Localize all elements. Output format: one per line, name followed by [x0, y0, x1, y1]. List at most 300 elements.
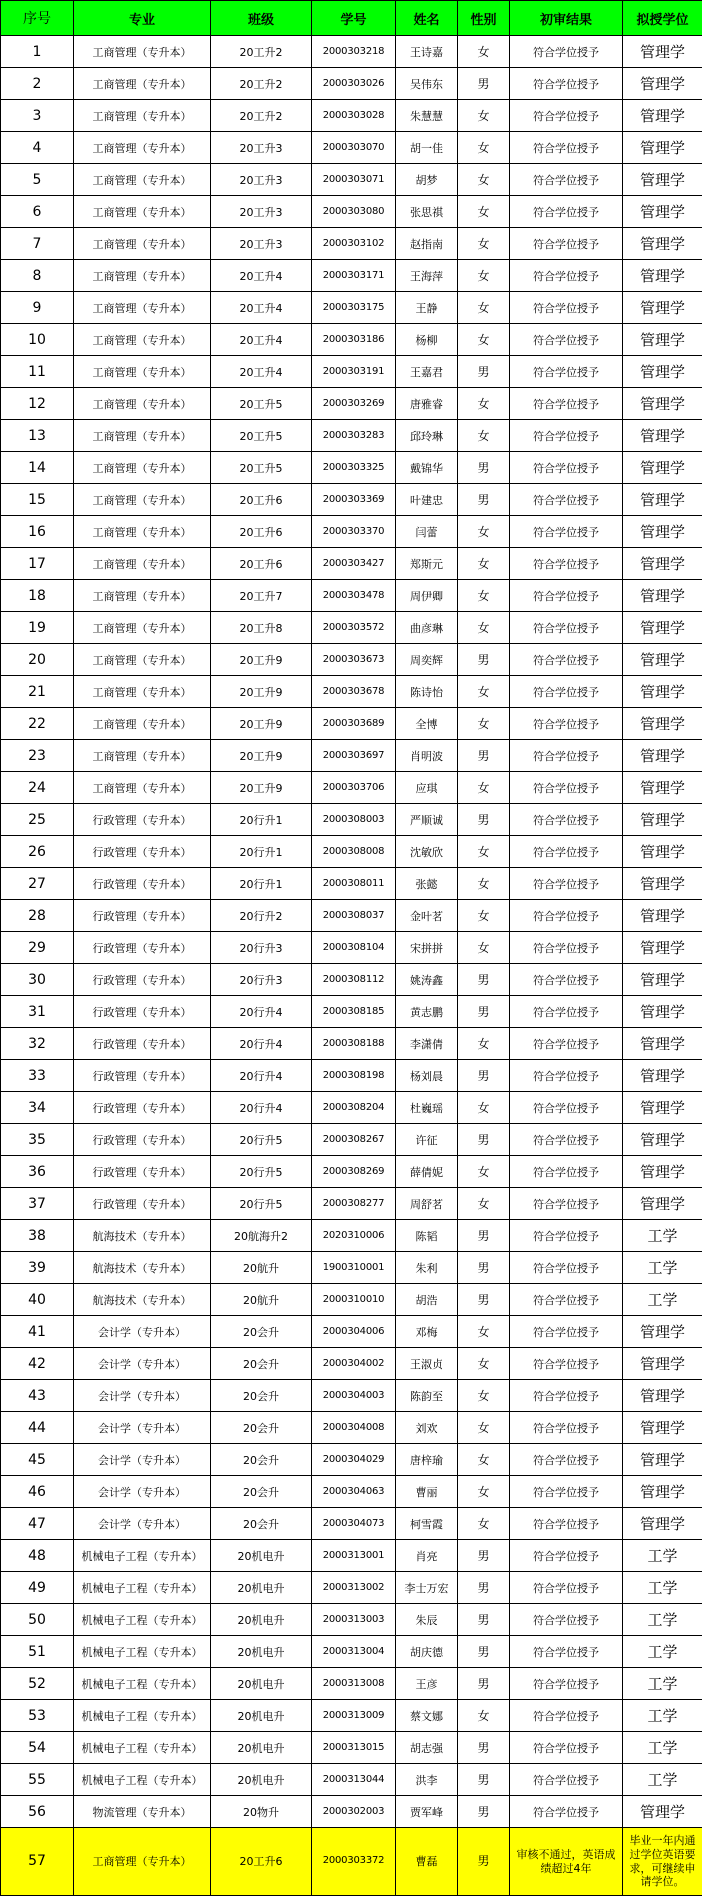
cell-proposed-degree: 管理学 — [623, 900, 702, 932]
cell-name: 杨柳 — [396, 324, 458, 356]
cell-major: 机械电子工程（专升本） — [74, 1700, 211, 1732]
cell-major: 工商管理（专升本） — [74, 612, 211, 644]
table-row — [1, 324, 702, 356]
cell-name: 陈韬 — [396, 1220, 458, 1252]
cell-student-id: 2000303478 — [312, 580, 396, 612]
cell-student-id: 2000303171 — [312, 260, 396, 292]
table-row — [1, 836, 702, 868]
cell-name: 洪李 — [396, 1764, 458, 1796]
cell-class: 20工升3 — [211, 228, 312, 260]
cell-review-result: 符合学位授予 — [510, 644, 623, 676]
table-row — [1, 932, 702, 964]
cell-student-id: 2000303689 — [312, 708, 396, 740]
cell-proposed-degree: 管理学 — [623, 708, 702, 740]
cell-class: 20会升 — [211, 1316, 312, 1348]
cell-review-result: 符合学位授予 — [510, 196, 623, 228]
cell-student-id: 2000303026 — [312, 68, 396, 100]
table-row — [1, 772, 702, 804]
cell-student-id: 2000304073 — [312, 1508, 396, 1540]
cell-major: 行政管理（专升本） — [74, 1092, 211, 1124]
cell-proposed-degree: 管理学 — [623, 356, 702, 388]
cell-gender: 女 — [458, 292, 510, 324]
cell-review-result: 符合学位授予 — [510, 164, 623, 196]
cell-proposed-degree: 管理学 — [623, 1508, 702, 1540]
cell-proposed-degree: 工学 — [623, 1764, 702, 1796]
table-row — [1, 1764, 702, 1796]
cell-review-result: 符合学位授予 — [510, 1348, 623, 1380]
header-row — [1, 1, 702, 36]
cell-proposed-degree: 管理学 — [623, 580, 702, 612]
cell-review-result: 符合学位授予 — [510, 388, 623, 420]
cell-review-result: 符合学位授予 — [510, 1380, 623, 1412]
cell-proposed-degree: 管理学 — [623, 452, 702, 484]
cell-review-result: 符合学位授予 — [510, 1252, 623, 1284]
cell-gender: 女 — [458, 708, 510, 740]
cell-review-result: 符合学位授予 — [510, 548, 623, 580]
cell-student-id: 2000303269 — [312, 388, 396, 420]
cell-serial-no: 18 — [1, 580, 74, 612]
cell-class: 20机电升 — [211, 1540, 312, 1572]
table-row — [1, 708, 702, 740]
cell-student-id: 2000313002 — [312, 1572, 396, 1604]
cell-gender: 男 — [458, 740, 510, 772]
cell-review-result: 符合学位授予 — [510, 804, 623, 836]
cell-serial-no: 37 — [1, 1188, 74, 1220]
cell-class: 20行升1 — [211, 836, 312, 868]
cell-class: 20会升 — [211, 1412, 312, 1444]
cell-review-result: 符合学位授予 — [510, 420, 623, 452]
cell-major: 会计学（专升本） — [74, 1348, 211, 1380]
cell-name: 黄志鹏 — [396, 996, 458, 1028]
table-row — [1, 36, 702, 68]
cell-gender: 男 — [458, 1764, 510, 1796]
cell-review-result: 符合学位授予 — [510, 932, 623, 964]
cell-proposed-degree: 管理学 — [623, 68, 702, 100]
cell-name: 张懿 — [396, 868, 458, 900]
cell-name: 唐梓瑜 — [396, 1444, 458, 1476]
cell-proposed-degree: 管理学 — [623, 132, 702, 164]
cell-proposed-degree: 管理学 — [623, 804, 702, 836]
cell-major: 行政管理（专升本） — [74, 1156, 211, 1188]
cell-review-result: 符合学位授予 — [510, 1540, 623, 1572]
cell-review-result: 符合学位授予 — [510, 68, 623, 100]
cell-major: 航海技术（专升本） — [74, 1220, 211, 1252]
cell-class: 20工升6 — [211, 516, 312, 548]
cell-class: 20行升5 — [211, 1124, 312, 1156]
cell-student-id: 2000308112 — [312, 964, 396, 996]
header-name: 姓名 — [396, 1, 458, 36]
cell-proposed-degree: 管理学 — [623, 1380, 702, 1412]
cell-major: 工商管理（专升本） — [74, 420, 211, 452]
cell-review-result: 符合学位授予 — [510, 1604, 623, 1636]
cell-proposed-degree: 工学 — [623, 1220, 702, 1252]
cell-review-result: 符合学位授予 — [510, 1764, 623, 1796]
cell-gender: 男 — [458, 1060, 510, 1092]
cell-serial-no: 32 — [1, 1028, 74, 1060]
table-row — [1, 68, 702, 100]
cell-serial-no: 41 — [1, 1316, 74, 1348]
cell-class: 20机电升 — [211, 1572, 312, 1604]
cell-serial-no: 5 — [1, 164, 74, 196]
cell-review-result: 符合学位授予 — [510, 1156, 623, 1188]
cell-major: 会计学（专升本） — [74, 1412, 211, 1444]
table-row — [1, 452, 702, 484]
cell-proposed-degree: 管理学 — [623, 1476, 702, 1508]
cell-gender: 男 — [458, 1732, 510, 1764]
cell-gender: 女 — [458, 388, 510, 420]
cell-major: 行政管理（专升本） — [74, 1124, 211, 1156]
table-row — [1, 804, 702, 836]
cell-gender: 女 — [458, 772, 510, 804]
table-row — [1, 1092, 702, 1124]
cell-name: 肖亮 — [396, 1540, 458, 1572]
cell-proposed-degree: 管理学 — [623, 1188, 702, 1220]
cell-class: 20工升9 — [211, 772, 312, 804]
cell-gender: 女 — [458, 548, 510, 580]
cell-name: 胡志强 — [396, 1732, 458, 1764]
cell-serial-no: 2 — [1, 68, 74, 100]
cell-student-id: 2000304029 — [312, 1444, 396, 1476]
cell-name: 王诗嘉 — [396, 36, 458, 68]
table-row — [1, 1060, 702, 1092]
cell-serial-no: 52 — [1, 1668, 74, 1700]
cell-review-result: 符合学位授予 — [510, 516, 623, 548]
cell-class: 20会升 — [211, 1348, 312, 1380]
cell-student-id: 2000303175 — [312, 292, 396, 324]
header-student-id: 学号 — [312, 1, 396, 36]
cell-review-result: 符合学位授予 — [510, 1700, 623, 1732]
cell-class: 20行升4 — [211, 1060, 312, 1092]
cell-name: 胡梦 — [396, 164, 458, 196]
cell-major: 行政管理（专升本） — [74, 804, 211, 836]
cell-proposed-degree: 工学 — [623, 1732, 702, 1764]
cell-proposed-degree: 管理学 — [623, 548, 702, 580]
cell-gender: 女 — [458, 1476, 510, 1508]
cell-proposed-degree: 工学 — [623, 1284, 702, 1316]
cell-major: 工商管理（专升本） — [74, 516, 211, 548]
table-row — [1, 1380, 702, 1412]
cell-gender: 女 — [458, 228, 510, 260]
cell-gender: 女 — [458, 516, 510, 548]
cell-class: 20工升4 — [211, 356, 312, 388]
cell-major: 机械电子工程（专升本） — [74, 1636, 211, 1668]
table-row — [1, 580, 702, 612]
cell-student-id: 2000308198 — [312, 1060, 396, 1092]
cell-serial-no: 38 — [1, 1220, 74, 1252]
cell-student-id: 2000304006 — [312, 1316, 396, 1348]
cell-class: 20机电升 — [211, 1668, 312, 1700]
table-row — [1, 1668, 702, 1700]
cell-proposed-degree: 工学 — [623, 1636, 702, 1668]
cell-class: 20工升4 — [211, 292, 312, 324]
cell-review-result: 符合学位授予 — [510, 1572, 623, 1604]
cell-name: 杜巍瑶 — [396, 1092, 458, 1124]
cell-major: 行政管理（专升本） — [74, 996, 211, 1028]
table-row — [1, 100, 702, 132]
cell-serial-no: 40 — [1, 1284, 74, 1316]
table-row — [1, 260, 702, 292]
cell-student-id: 2000313003 — [312, 1604, 396, 1636]
cell-gender: 男 — [458, 452, 510, 484]
cell-class: 20航海升2 — [211, 1220, 312, 1252]
cell-class: 20工升5 — [211, 388, 312, 420]
cell-name: 陈韵至 — [396, 1380, 458, 1412]
table-row — [1, 1284, 702, 1316]
cell-serial-no: 14 — [1, 452, 74, 484]
cell-major: 航海技术（专升本） — [74, 1284, 211, 1316]
table-row — [1, 516, 702, 548]
cell-major: 行政管理（专升本） — [74, 1060, 211, 1092]
cell-class: 20机电升 — [211, 1700, 312, 1732]
cell-serial-no: 56 — [1, 1796, 74, 1828]
cell-serial-no: 10 — [1, 324, 74, 356]
cell-student-id: 2000308104 — [312, 932, 396, 964]
cell-review-result: 符合学位授予 — [510, 1028, 623, 1060]
cell-proposed-degree: 管理学 — [623, 1156, 702, 1188]
cell-gender: 男 — [458, 964, 510, 996]
cell-student-id: 2000313004 — [312, 1636, 396, 1668]
cell-name: 吴伟东 — [396, 68, 458, 100]
cell-review-result: 符合学位授予 — [510, 1092, 623, 1124]
cell-student-id: 2000303191 — [312, 356, 396, 388]
cell-name: 薛倩妮 — [396, 1156, 458, 1188]
cell-student-id: 2020310006 — [312, 1220, 396, 1252]
table-row — [1, 1508, 702, 1540]
table-row — [1, 644, 702, 676]
cell-proposed-degree: 管理学 — [623, 100, 702, 132]
cell-proposed-degree: 管理学 — [623, 1060, 702, 1092]
table-row — [1, 612, 702, 644]
cell-proposed-degree: 管理学 — [623, 324, 702, 356]
cell-student-id: 1900310001 — [312, 1252, 396, 1284]
cell-proposed-degree: 管理学 — [623, 388, 702, 420]
cell-proposed-degree: 管理学 — [623, 292, 702, 324]
cell-gender: 女 — [458, 1092, 510, 1124]
cell-name: 邱玲琳 — [396, 420, 458, 452]
cell-gender: 女 — [458, 420, 510, 452]
cell-gender: 男 — [458, 1540, 510, 1572]
cell-name: 王静 — [396, 292, 458, 324]
cell-gender: 女 — [458, 36, 510, 68]
cell-name: 戴锦华 — [396, 452, 458, 484]
table-row — [1, 1028, 702, 1060]
cell-review-result: 符合学位授予 — [510, 1316, 623, 1348]
cell-name: 赵指南 — [396, 228, 458, 260]
cell-review-result: 符合学位授予 — [510, 1284, 623, 1316]
header-proposed-degree: 拟授学位 — [623, 1, 702, 36]
cell-serial-no: 50 — [1, 1604, 74, 1636]
cell-major: 行政管理（专升本） — [74, 900, 211, 932]
cell-serial-no: 28 — [1, 900, 74, 932]
table-row — [1, 1476, 702, 1508]
cell-serial-no: 9 — [1, 292, 74, 324]
cell-name: 王嘉君 — [396, 356, 458, 388]
table-row — [1, 132, 702, 164]
cell-serial-no: 20 — [1, 644, 74, 676]
table-row — [1, 1220, 702, 1252]
cell-major: 工商管理（专升本） — [74, 100, 211, 132]
cell-student-id: 2000308011 — [312, 868, 396, 900]
cell-serial-no: 33 — [1, 1060, 74, 1092]
cell-class: 20行升4 — [211, 1092, 312, 1124]
cell-class: 20会升 — [211, 1508, 312, 1540]
cell-name: 周舒茗 — [396, 1188, 458, 1220]
cell-review-result: 符合学位授予 — [510, 1220, 623, 1252]
cell-review-result: 符合学位授予 — [510, 100, 623, 132]
cell-gender: 男 — [458, 356, 510, 388]
cell-name: 王海萍 — [396, 260, 458, 292]
cell-major: 工商管理（专升本） — [74, 356, 211, 388]
cell-gender: 女 — [458, 1348, 510, 1380]
cell-serial-no: 6 — [1, 196, 74, 228]
table-row — [1, 676, 702, 708]
cell-student-id: 2000303372 — [312, 1828, 396, 1896]
cell-student-id: 2000310010 — [312, 1284, 396, 1316]
cell-serial-no: 8 — [1, 260, 74, 292]
cell-serial-no: 57 — [1, 1828, 74, 1896]
cell-class: 20工升2 — [211, 100, 312, 132]
cell-student-id: 2000308277 — [312, 1188, 396, 1220]
header-review-result: 初审结果 — [510, 1, 623, 36]
cell-student-id: 2000303697 — [312, 740, 396, 772]
cell-review-result: 符合学位授予 — [510, 292, 623, 324]
cell-proposed-degree: 管理学 — [623, 996, 702, 1028]
highlight-row — [1, 1828, 702, 1896]
cell-major: 会计学（专升本） — [74, 1380, 211, 1412]
cell-review-result: 符合学位授予 — [510, 1188, 623, 1220]
cell-review-result: 符合学位授予 — [510, 740, 623, 772]
cell-gender: 女 — [458, 196, 510, 228]
cell-major: 行政管理（专升本） — [74, 1028, 211, 1060]
cell-major: 机械电子工程（专升本） — [74, 1572, 211, 1604]
cell-student-id: 2000308008 — [312, 836, 396, 868]
cell-serial-no: 16 — [1, 516, 74, 548]
cell-proposed-degree: 管理学 — [623, 196, 702, 228]
cell-major: 会计学（专升本） — [74, 1476, 211, 1508]
cell-review-result: 符合学位授予 — [510, 228, 623, 260]
cell-student-id: 2000303080 — [312, 196, 396, 228]
cell-gender: 女 — [458, 1316, 510, 1348]
cell-student-id: 2000303369 — [312, 484, 396, 516]
cell-class: 20行升3 — [211, 964, 312, 996]
cell-gender: 女 — [458, 580, 510, 612]
cell-proposed-degree: 工学 — [623, 1604, 702, 1636]
cell-name: 胡一佳 — [396, 132, 458, 164]
table-row — [1, 996, 702, 1028]
cell-student-id: 2000313015 — [312, 1732, 396, 1764]
cell-name: 王淑贞 — [396, 1348, 458, 1380]
cell-class: 20行升5 — [211, 1156, 312, 1188]
cell-proposed-degree: 管理学 — [623, 36, 702, 68]
cell-class: 20工升9 — [211, 676, 312, 708]
cell-review-result: 符合学位授予 — [510, 676, 623, 708]
cell-name: 严顺诚 — [396, 804, 458, 836]
cell-student-id: 2000308003 — [312, 804, 396, 836]
cell-name: 朱辰 — [396, 1604, 458, 1636]
cell-gender: 男 — [458, 1604, 510, 1636]
cell-gender: 男 — [458, 484, 510, 516]
cell-serial-no: 29 — [1, 932, 74, 964]
cell-name: 刘欢 — [396, 1412, 458, 1444]
cell-gender: 男 — [458, 1124, 510, 1156]
table-row — [1, 1444, 702, 1476]
cell-class: 20工升6 — [211, 1828, 312, 1896]
cell-name: 周伊卿 — [396, 580, 458, 612]
cell-major: 行政管理（专升本） — [74, 836, 211, 868]
cell-serial-no: 54 — [1, 1732, 74, 1764]
cell-major: 工商管理（专升本） — [74, 452, 211, 484]
cell-serial-no: 23 — [1, 740, 74, 772]
cell-student-id: 2000313009 — [312, 1700, 396, 1732]
header-gender: 性别 — [458, 1, 510, 36]
cell-serial-no: 47 — [1, 1508, 74, 1540]
cell-gender: 女 — [458, 900, 510, 932]
cell-serial-no: 49 — [1, 1572, 74, 1604]
cell-proposed-degree: 管理学 — [623, 164, 702, 196]
cell-student-id: 2000304008 — [312, 1412, 396, 1444]
cell-class: 20工升2 — [211, 36, 312, 68]
cell-student-id: 2000313008 — [312, 1668, 396, 1700]
cell-proposed-degree: 管理学 — [623, 964, 702, 996]
cell-proposed-degree: 管理学 — [623, 612, 702, 644]
table-row — [1, 1124, 702, 1156]
cell-gender: 女 — [458, 868, 510, 900]
cell-class: 20工升9 — [211, 644, 312, 676]
cell-name: 沈敏欣 — [396, 836, 458, 868]
table-row — [1, 1252, 702, 1284]
cell-major: 机械电子工程（专升本） — [74, 1668, 211, 1700]
table-row — [1, 484, 702, 516]
cell-student-id: 2000308188 — [312, 1028, 396, 1060]
cell-major: 航海技术（专升本） — [74, 1252, 211, 1284]
cell-serial-no: 35 — [1, 1124, 74, 1156]
cell-proposed-degree: 管理学 — [623, 740, 702, 772]
cell-major: 工商管理（专升本） — [74, 132, 211, 164]
cell-class: 20工升5 — [211, 452, 312, 484]
table-row — [1, 1348, 702, 1380]
cell-review-result: 符合学位授予 — [510, 260, 623, 292]
cell-name: 金叶茗 — [396, 900, 458, 932]
header-major: 专业 — [74, 1, 211, 36]
cell-serial-no: 34 — [1, 1092, 74, 1124]
cell-class: 20行升1 — [211, 804, 312, 836]
cell-serial-no: 1 — [1, 36, 74, 68]
cell-review-result: 符合学位授予 — [510, 1060, 623, 1092]
cell-name: 曲彦琳 — [396, 612, 458, 644]
header-serial-no: 序号 — [1, 1, 74, 36]
cell-proposed-degree: 管理学 — [623, 1316, 702, 1348]
cell-name: 曹丽 — [396, 1476, 458, 1508]
cell-major: 工商管理（专升本） — [74, 228, 211, 260]
cell-name: 肖明波 — [396, 740, 458, 772]
cell-name: 唐雅睿 — [396, 388, 458, 420]
cell-gender: 女 — [458, 612, 510, 644]
cell-review-result: 符合学位授予 — [510, 1508, 623, 1540]
cell-review-result: 符合学位授予 — [510, 356, 623, 388]
cell-gender: 女 — [458, 676, 510, 708]
cell-major: 工商管理（专升本） — [74, 644, 211, 676]
table-row — [1, 1732, 702, 1764]
table-row — [1, 1796, 702, 1828]
cell-class: 20工升3 — [211, 132, 312, 164]
cell-gender: 女 — [458, 1156, 510, 1188]
cell-student-id: 2000304003 — [312, 1380, 396, 1412]
cell-student-id: 2000308204 — [312, 1092, 396, 1124]
cell-student-id: 2000303071 — [312, 164, 396, 196]
cell-gender: 男 — [458, 1796, 510, 1828]
header-class: 班级 — [211, 1, 312, 36]
cell-class: 20行升1 — [211, 868, 312, 900]
